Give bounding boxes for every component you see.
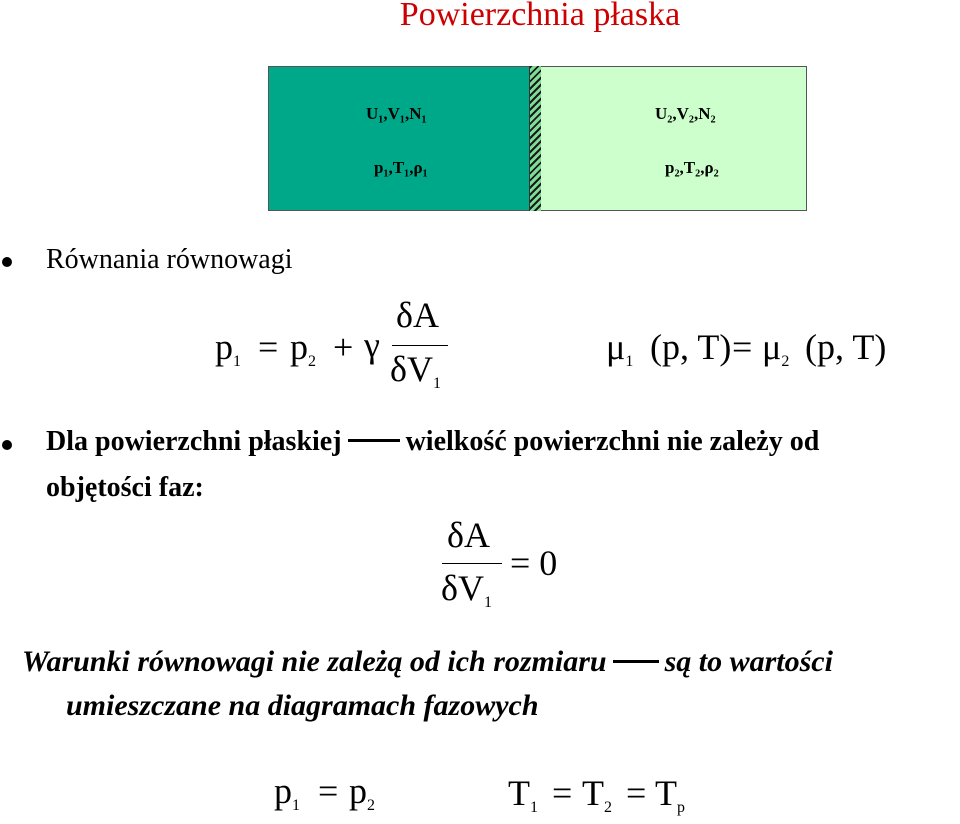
eq3-frac-den-symbol: δV [441, 568, 484, 608]
eq1-p2-sub: 2 [308, 353, 316, 370]
em-dash [613, 660, 659, 663]
eq2-mu2 [762, 326, 789, 371]
bottom-p2-sub: 2 [367, 797, 375, 814]
bottom-T1-sub: 1 [530, 799, 538, 816]
eq3-frac-denominator [441, 567, 492, 612]
bottom-p1 [274, 770, 300, 815]
bottom-Tp-symbol: T [655, 773, 677, 813]
page-title: Powierzchnia płaska [399, 0, 681, 33]
eq1-equals: = [258, 327, 279, 367]
eq1-gamma: γ [364, 325, 380, 365]
eq1-p1-sub: 1 [233, 353, 241, 370]
bottom-p1-symbol: p [274, 771, 292, 811]
flat-surface-statement [46, 426, 819, 458]
eq1-p2 [290, 326, 316, 371]
bullet-icon [2, 440, 12, 450]
bottom-Tp [655, 772, 685, 817]
conclusion-part2: są to wartości [664, 645, 833, 678]
phase-2-region [541, 66, 807, 211]
bottom-p-equals: = [318, 771, 339, 811]
eq3-rhs: = 0 [510, 543, 558, 583]
eq1-p1 [215, 326, 241, 371]
bullet-icon [2, 257, 12, 267]
eq2-mu1 [606, 326, 633, 371]
eq2-args2: (p, T) [805, 327, 887, 367]
eq1-p1-symbol: p [215, 327, 233, 367]
statement-part2: wielkość powierzchni nie zależy od [405, 426, 820, 457]
bottom-T1 [508, 772, 538, 817]
eq1-p2-symbol: p [290, 327, 308, 367]
statement-part1: Dla powierzchni płaskiej [46, 426, 342, 457]
equilibrium-heading: Równania równowagi [46, 244, 293, 275]
phase-2-intensive-vars: p₂,T₂,ρ₂ [665, 158, 719, 177]
phase-1-region [268, 66, 530, 211]
conclusion-part1: Warunki równowagi nie zależą od ich rozmiaru [22, 645, 607, 678]
eq2-mu1-sub: 1 [625, 353, 634, 370]
statement-line2: objętości faz: [46, 472, 204, 503]
conclusion-line1 [22, 645, 833, 679]
bottom-T-equals1: = [552, 773, 573, 813]
eq2-mu2-sub: 2 [781, 353, 790, 370]
bottom-p2-symbol: p [349, 771, 367, 811]
eq3-frac-den-sub: 1 [483, 594, 492, 611]
phase-1-intensive-vars: p₁,T₁,ρ₁ [374, 158, 428, 177]
eq2-equals: = [732, 327, 753, 367]
em-dash [348, 439, 400, 442]
eq1-frac-numerator: δA [396, 295, 439, 335]
eq1-frac-den-symbol: δV [390, 349, 433, 389]
bottom-T2-symbol: T [582, 773, 604, 813]
eq1-frac-den-sub: 1 [432, 375, 441, 392]
bottom-T2-sub: 2 [604, 799, 612, 816]
phase-1-state-vars: U₁,V₁,N₁ [366, 104, 427, 123]
eq2-mu2-symbol: μ [762, 327, 782, 367]
bottom-T-equals2: = [626, 773, 647, 813]
bottom-p1-sub: 1 [292, 797, 300, 814]
eq1-frac-denominator [390, 348, 441, 393]
eq1-plus: + [333, 327, 354, 367]
eq2-args1: (p, T) [650, 327, 732, 367]
phase-2-state-vars: U₂,V₂,N₂ [655, 104, 716, 123]
conclusion-line2: umieszczane na diagramach fazowych [66, 689, 539, 722]
bottom-Tp-sub: p [677, 799, 685, 816]
eq3-frac-numerator: δA [447, 515, 490, 555]
eq3-frac-bar [442, 563, 502, 564]
bottom-p2 [349, 770, 375, 815]
bottom-T1-symbol: T [508, 773, 530, 813]
eq1-frac-bar [392, 345, 448, 346]
bottom-T2 [582, 772, 612, 817]
eq2-mu1-symbol: μ [606, 327, 626, 367]
